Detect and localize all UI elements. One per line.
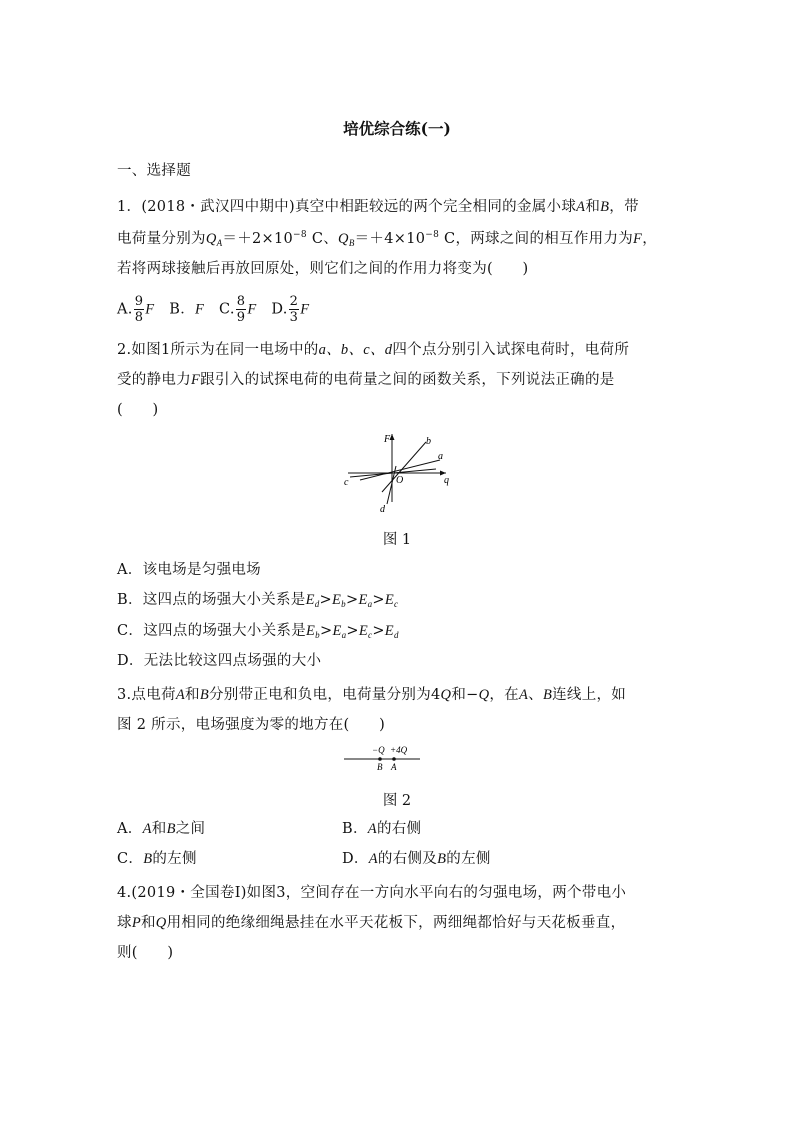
q3-line1: 3.点电荷A和B分别带正电和负电，电荷量分别为4Q和−Q，在A、B连线上，如	[117, 687, 627, 703]
label-o: O	[396, 475, 404, 486]
q3-option-d: D．A的右侧及B的左侧	[342, 851, 491, 867]
fraction: $\frac{9}{8}$	[134, 294, 144, 325]
f-axis-arrow	[390, 434, 395, 440]
q2-option-b: B．这四点的场强大小关系是$E_d>E_b>E_a>E_c$	[117, 592, 399, 609]
label-d: d	[380, 504, 385, 515]
label-b: b	[426, 436, 431, 447]
figure-2-caption: 图 2	[382, 793, 412, 809]
fraction: $\frac{2}{3}$	[289, 294, 299, 325]
page-title: 培优综合练(一)	[343, 119, 451, 138]
point-b	[378, 757, 382, 761]
label-a: a	[438, 451, 443, 462]
q1-options: A. $\frac{9}{8}$ F B．F C. $\frac{8}{9}$ F D. $\frac{2}{3}$ F	[117, 294, 310, 325]
q2-option-d: D．无法比较这四点场强的大小	[117, 653, 322, 669]
label-point-b: B	[377, 762, 383, 772]
q3-line2: 图 2 所示，电场强度为零的地方在( )	[117, 717, 386, 733]
q3-option-c: C．B的左侧	[117, 851, 197, 867]
figure-2-diagram	[340, 742, 424, 774]
q2-line1: 2.如图1所示为在同一电场中的a、b、c、d四个点分别引入试探电荷时，电荷所	[117, 342, 630, 358]
q2-line2: 受的静电力F跟引入的试探电荷的电荷量之间的函数关系，下列说法正确的是	[117, 372, 615, 388]
q3-option-b: B．A的右侧	[342, 821, 422, 837]
label-f: F	[384, 434, 391, 445]
label-c: c	[344, 477, 349, 488]
q1-line3: 若将两球接触后再放回原处，则它们之间的作用力将变为( )	[117, 261, 529, 277]
figure-1-caption: 图 1	[382, 532, 412, 548]
q4-line2: 球P和Q用相同的绝缘细绳悬挂在水平天花板下，两细绳都恰好与天花板垂直，	[117, 915, 626, 931]
q3-option-a: A．A和B之间	[117, 821, 206, 837]
q2-option-c: C．这四点的场强大小关系是$E_b>E_a>E_c>E_d$	[117, 623, 399, 640]
figure-1-graph	[340, 430, 460, 515]
charge-right: +4Q	[390, 745, 408, 755]
q1-line2: 电荷量分别为$Q_A=+2\times 10^{-8}$ C、$Q_B=+4\times 10^{-8}$ C，两球之间的相互作用力为F，	[117, 230, 658, 248]
charge-left: −Q	[372, 745, 385, 755]
fraction: $\frac{8}{9}$	[236, 294, 246, 325]
q2-option-a: A．该电场是匀强电场	[117, 562, 261, 578]
point-a	[392, 757, 396, 761]
label-point-a: A	[391, 762, 397, 772]
section-heading: 一、选择题	[117, 163, 191, 179]
q1-line1: 1．(2018・武汉四中期中)真空中相距较远的两个完全相同的金属小球A和B，带	[117, 199, 639, 215]
q4-line3: 则( )	[117, 945, 174, 961]
q4-line1: 4.(2019・全国卷Ⅰ)如图3，空间存在一方向水平向右的匀强电场，两个带电小	[117, 885, 627, 901]
label-q: q	[444, 475, 449, 486]
line-b	[382, 442, 426, 492]
q2-line3: ( )	[117, 402, 159, 418]
